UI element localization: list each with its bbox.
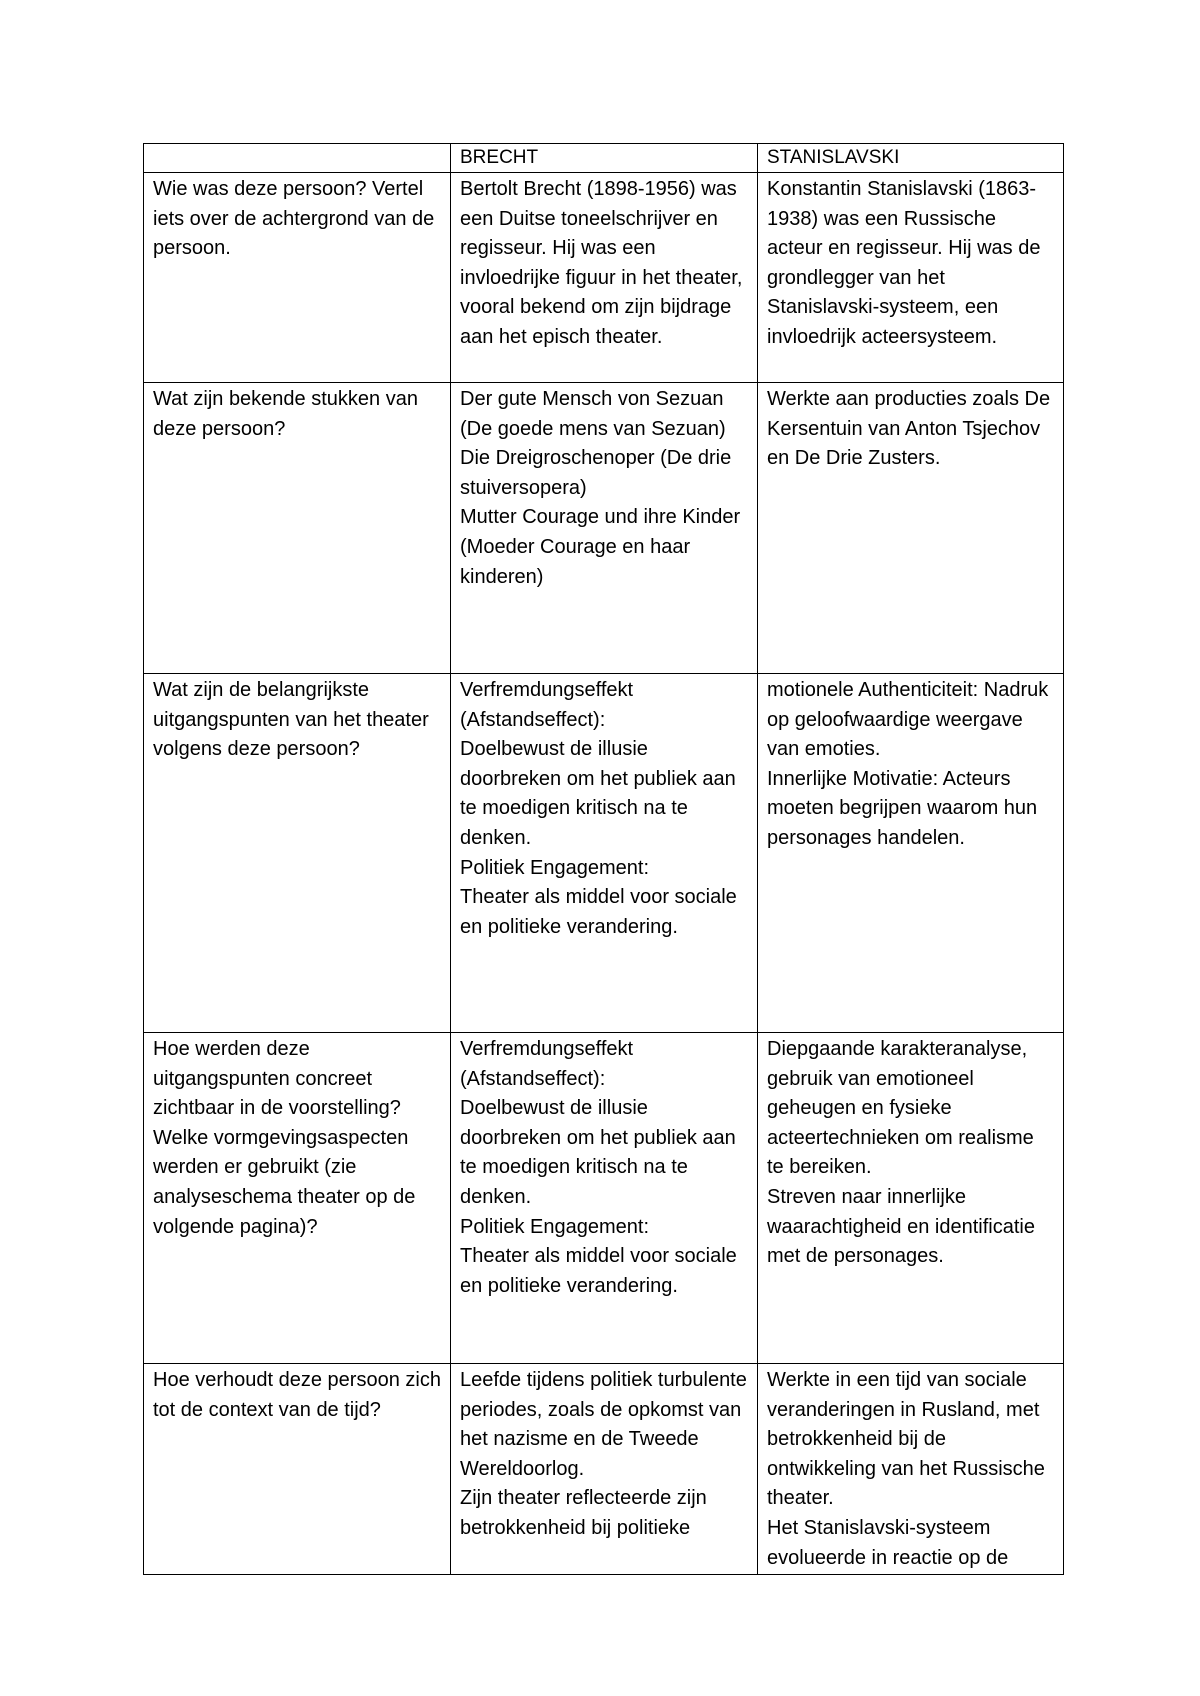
cell-paragraph: Diepgaande karakteranalyse, gebruik van emotioneel geheugen en fysieke acteertechnieken om realisme te bereiken. (767, 1038, 1034, 1179)
cell-paragraph: Der gute Mensch von Sezuan (De goede mens van Sezuan) (460, 388, 726, 440)
comparison-table (143, 143, 1064, 1575)
cell-paragraph: Werkte aan producties zoals De Kersentuin van Anton Tsjechov en De Drie Zusters. (767, 388, 1051, 470)
cell-paragraph: Konstantin Stanislavski (1863-1938) was een Russische acteur en regisseur. Hij was de grondlegger van het Stanislavski-systeem, een invloedrijk acteersysteem. (767, 178, 1041, 348)
cell-paragraph: Politiek Engagement: (460, 856, 650, 879)
table-row (144, 674, 1064, 1033)
cell-paragraph: Die Dreigroschenoper (De drie stuiversopera) (460, 447, 732, 499)
cell-paragraph: Werkte in een tijd van sociale veranderingen in Rusland, met betrokkenheid bij de ontwikkeling van het Russische theater. (767, 1369, 1045, 1510)
stanislavski-cell (758, 383, 1064, 674)
cell-paragraph: Het Stanislavski-systeem evolueerde in reactie op de (767, 1516, 1009, 1569)
cell-paragraph: Zijn theater reflecteerde zijn betrokkenheid bij politieke (460, 1487, 707, 1539)
cell-paragraph: Doelbewust de illusie doorbreken om het publiek aan te moedigen kritisch na te denken. (460, 738, 736, 849)
stanislavski-cell (758, 674, 1064, 1033)
stanislavski-cell (758, 1364, 1064, 1575)
cell-paragraph: Innerlijke Motivatie: Acteurs moeten begrijpen waarom hun personages handelen. (767, 767, 1038, 849)
table-row (144, 1033, 1064, 1364)
cell-paragraph: Politiek Engagement: (460, 1215, 650, 1238)
brecht-cell (451, 1033, 758, 1364)
cell-paragraph: Theater als middel voor sociale en politieke verandering. (460, 886, 737, 938)
header-cell-brecht: BRECHT (451, 144, 758, 173)
cell-paragraph: motionele Authenticiteit: Nadruk op geloofwaardige weergave van emoties. (767, 679, 1049, 761)
stanislavski-cell (758, 1033, 1064, 1364)
brecht-cell (451, 1364, 758, 1575)
cell-paragraph: Theater als middel voor sociale en politieke verandering. (460, 1245, 737, 1297)
table-header-row (144, 144, 1064, 173)
cell-paragraph: Verfremdungseffekt (Afstandseffect): (460, 1038, 634, 1090)
table-row (144, 173, 1064, 383)
question-cell: Wat zijn bekende stukken van deze persoon? (144, 383, 451, 674)
table-row (144, 1364, 1064, 1575)
brecht-cell (451, 173, 758, 383)
cell-paragraph: Mutter Courage und ihre Kinder (Moeder Courage en haar kinderen) (460, 506, 741, 588)
table-row (144, 383, 1064, 674)
header-cell-stanislavski: STANISLAVSKI (758, 144, 1064, 173)
header-cell-empty (144, 144, 451, 173)
cell-paragraph: Bertolt Brecht (1898-1956) was een Duitse toneelschrijver en regisseur. Hij was een invloedrijke figuur in het theater, vooral bekend om zijn bijdrage aan het episch theater. (460, 178, 743, 348)
cell-paragraph: Doelbewust de illusie doorbreken om het publiek aan te moedigen kritisch na te denken. (460, 1097, 736, 1208)
question-cell: Hoe verhoudt deze persoon zich tot de context van de tijd? (144, 1364, 451, 1575)
question-cell: Hoe werden deze uitgangspunten concreet zichtbaar in de voorstelling? Welke vormgevingsaspecten werden er gebruikt (zie analyseschema theater op de volgende pagina)? (144, 1033, 451, 1364)
cell-paragraph: Streven naar innerlijke waarachtigheid en identificatie met de personages. (767, 1185, 1035, 1268)
brecht-cell (451, 383, 758, 674)
cell-paragraph: Verfremdungseffekt (Afstandseffect): (460, 679, 634, 731)
question-cell: Wie was deze persoon? Vertel iets over de achtergrond van de persoon. (144, 173, 451, 383)
brecht-cell (451, 674, 758, 1033)
question-cell: Wat zijn de belangrijkste uitgangspunten van het theater volgens deze persoon? (144, 674, 451, 1033)
stanislavski-cell (758, 173, 1064, 383)
cell-paragraph: Leefde tijdens politiek turbulente periodes, zoals de opkomst van het nazisme en de Tweede Wereldoorlog. (460, 1369, 747, 1480)
